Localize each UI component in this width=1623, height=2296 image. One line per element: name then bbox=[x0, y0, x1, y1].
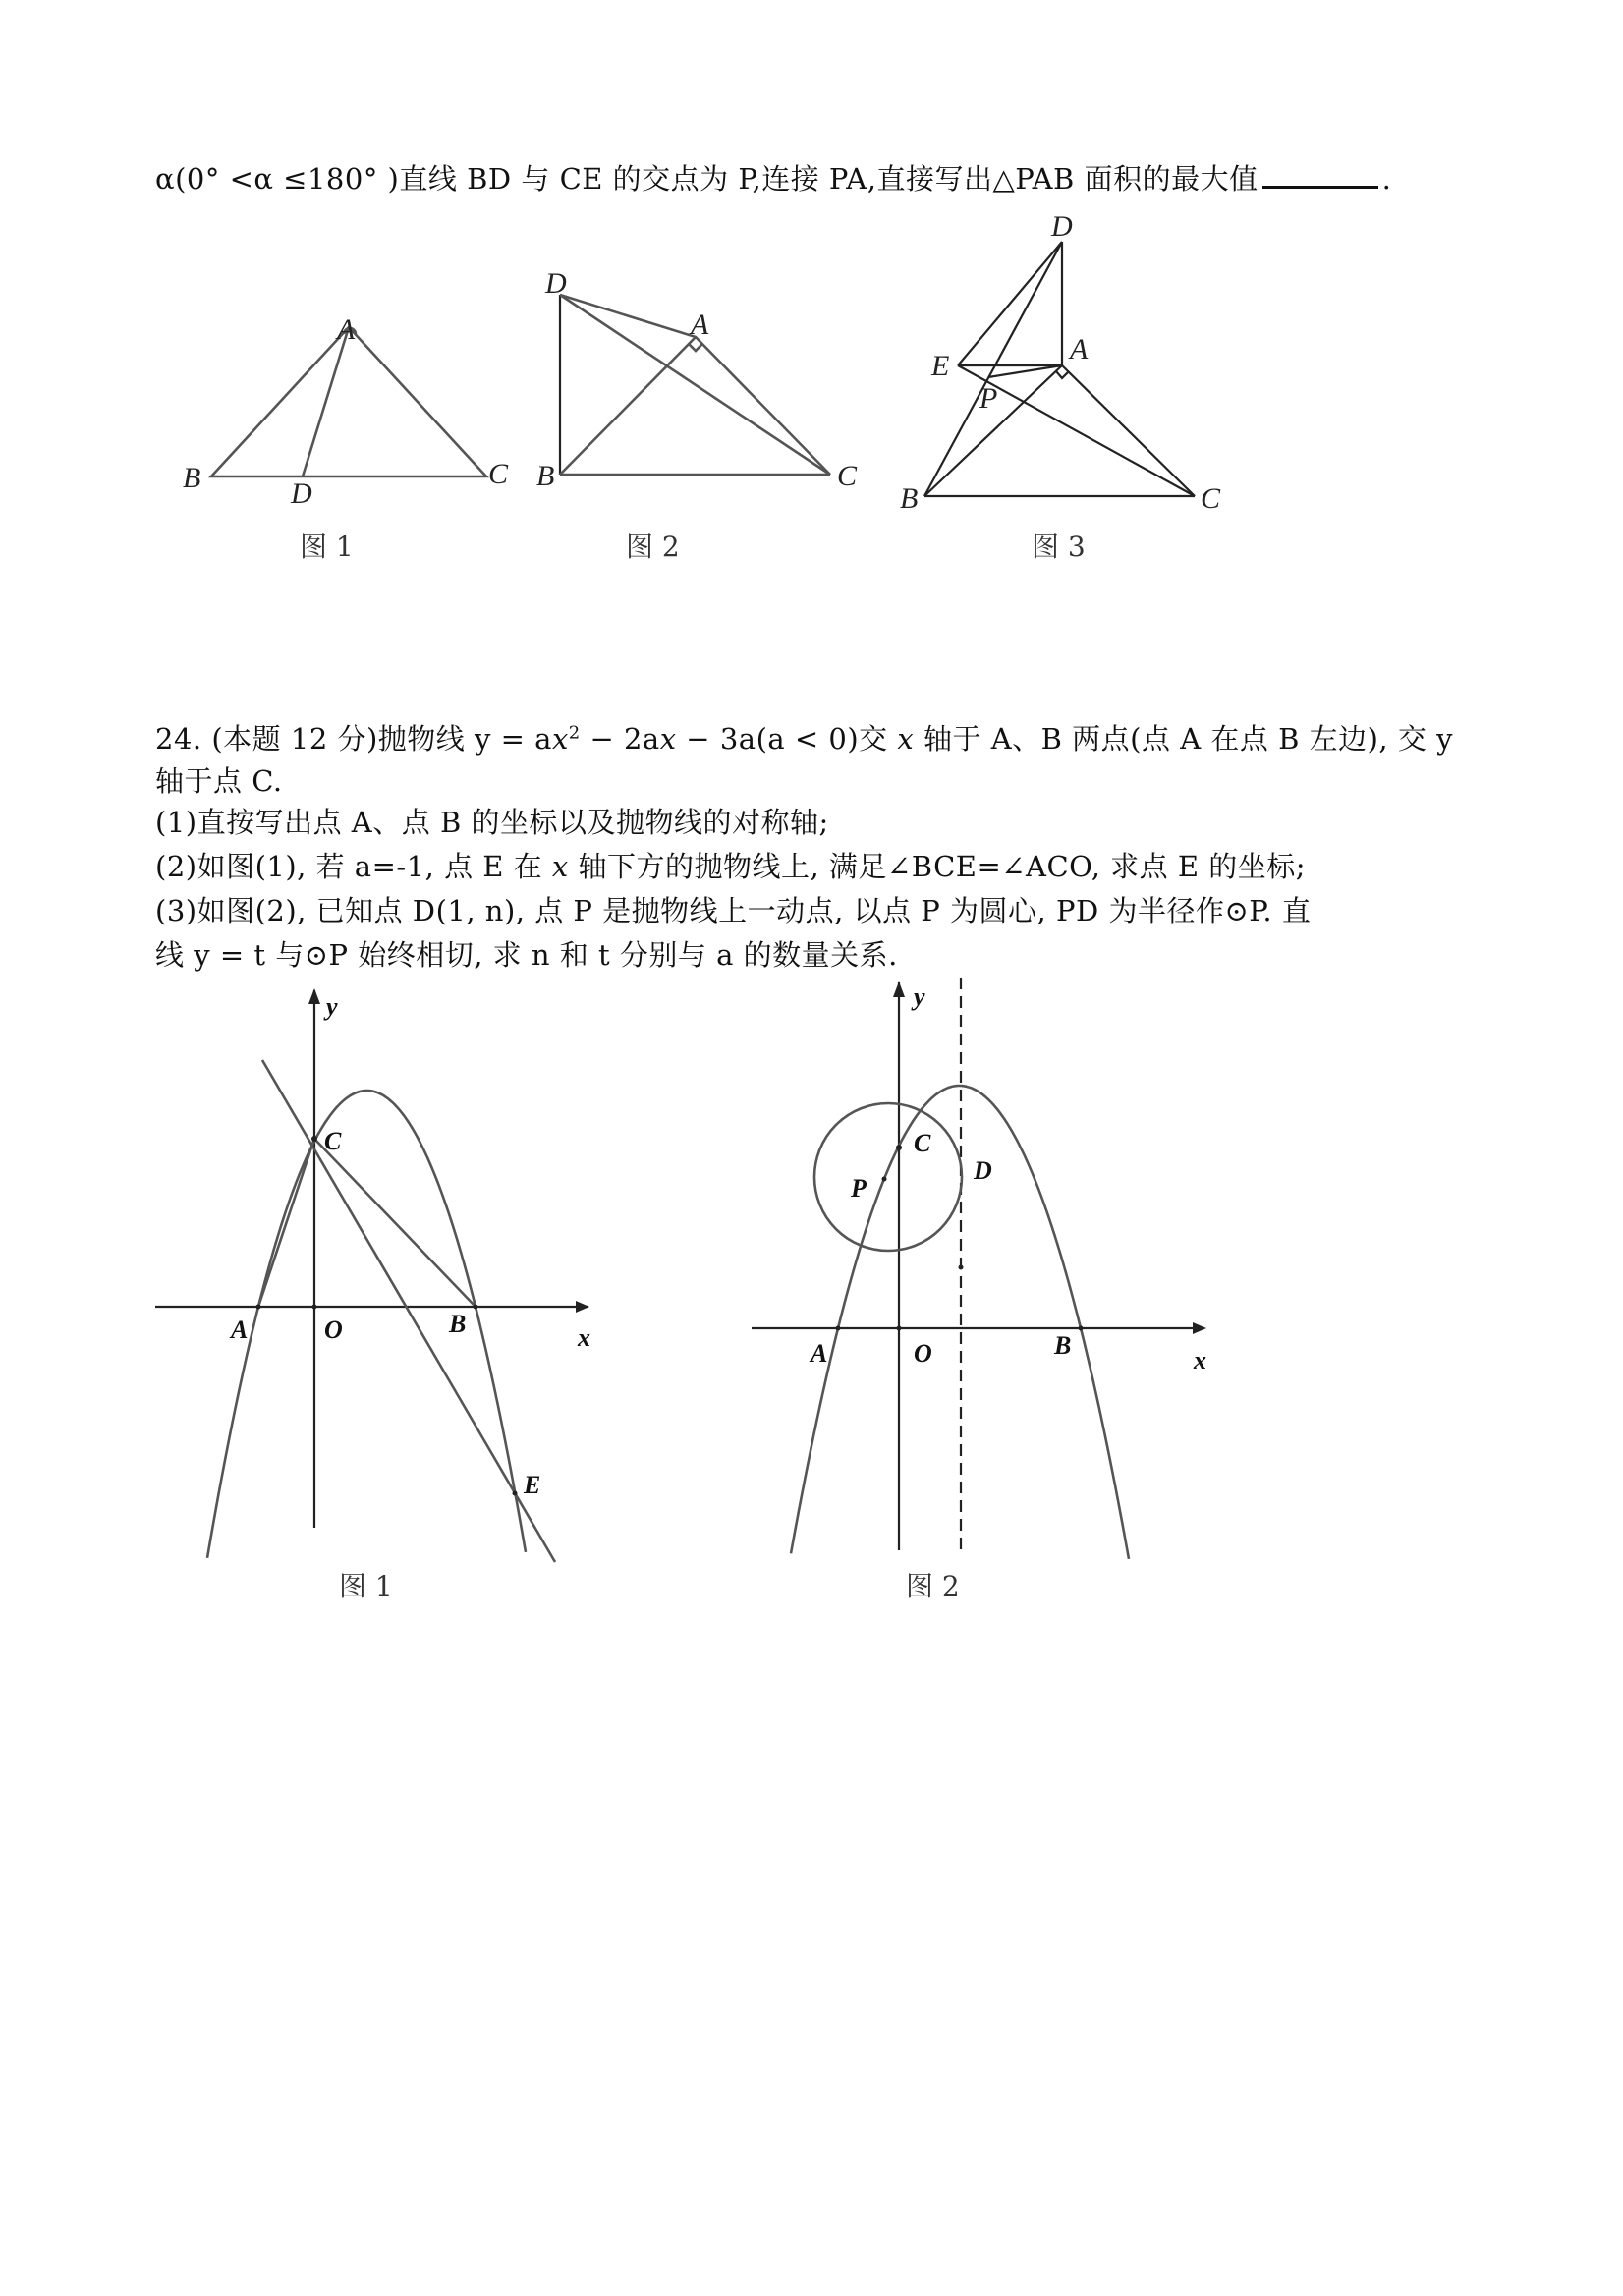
q24-part-1: (1)直按写出点 A、点 B 的坐标以及抛物线的对称轴; bbox=[155, 806, 829, 839]
q24-stem-mid: − 2a bbox=[580, 722, 660, 756]
label-d: D bbox=[974, 1156, 992, 1185]
label-p: P bbox=[979, 382, 998, 415]
point-a bbox=[836, 1326, 841, 1331]
label-b: B bbox=[1054, 1331, 1072, 1360]
point-o bbox=[897, 1326, 902, 1331]
label-c: C bbox=[488, 458, 509, 490]
label-x: x bbox=[1194, 1346, 1206, 1374]
segment-ba bbox=[560, 337, 696, 475]
figure-caption: 图 2 bbox=[906, 1570, 960, 1602]
point-e bbox=[513, 1491, 518, 1496]
y-axis-arrow-icon bbox=[308, 988, 320, 1004]
segments-ba-ac bbox=[924, 365, 1195, 496]
q23-figure-2 bbox=[536, 267, 858, 563]
point-o bbox=[312, 1305, 317, 1310]
label-a: A bbox=[1070, 333, 1089, 365]
label-a: A bbox=[691, 308, 709, 341]
x-axis-arrow-icon bbox=[1193, 1322, 1206, 1334]
exponent: 2 bbox=[568, 722, 581, 744]
q24-part-2-pre: (2)如图(1), 若 a=-1, 点 E 在 bbox=[155, 850, 552, 883]
label-b: B bbox=[183, 462, 201, 494]
q24-line-2: 轴于点 C. bbox=[155, 764, 283, 798]
y-axis-arrow-icon bbox=[893, 981, 905, 997]
point-a bbox=[256, 1305, 261, 1310]
q24-figure-1 bbox=[155, 988, 590, 1602]
label-c: C bbox=[1201, 482, 1221, 515]
segment-ad bbox=[303, 327, 349, 476]
var-x: x bbox=[659, 722, 677, 756]
label-y: y bbox=[326, 992, 338, 1021]
label-a: A bbox=[231, 1316, 249, 1344]
q24-figure-2 bbox=[752, 978, 1206, 1602]
figure-caption: 图 1 bbox=[300, 531, 354, 563]
q24-stem-start: 24. (本题 12 分)抛物线 y = a bbox=[155, 722, 552, 756]
triangle-abc bbox=[211, 327, 486, 476]
q24-part-3: (3)如图(2), 已知点 D(1, n), 点 P 是抛物线上一动点, 以点 P 为圆心, PD 为半径作⊙P. 直 bbox=[155, 894, 1312, 927]
q23-tail-text: α(0° <α ≤180° )直线 BD 与 CE 的交点为 P,连接 PA,直接写出△PAB 面积的最大值 bbox=[155, 162, 1259, 196]
label-d: D bbox=[1051, 210, 1073, 243]
right-angle-mark bbox=[689, 344, 702, 351]
label-c: C bbox=[837, 460, 858, 492]
point-b bbox=[474, 1305, 478, 1310]
x-axis-arrow-icon bbox=[576, 1301, 589, 1313]
dashed-line-point bbox=[959, 1265, 964, 1270]
label-d: D bbox=[545, 267, 567, 300]
var-x: x bbox=[551, 722, 569, 756]
label-b: B bbox=[449, 1310, 467, 1338]
var-x: x bbox=[897, 722, 915, 756]
label-e: E bbox=[931, 350, 950, 382]
label-c: C bbox=[324, 1127, 342, 1155]
segment-ac bbox=[258, 1139, 314, 1307]
label-b: B bbox=[900, 482, 919, 515]
q24-stem-end: 轴于 A、B 两点(点 A 在点 B 左边), 交 y bbox=[914, 722, 1453, 756]
q24-stem-post: − 3a(a < 0)交 bbox=[676, 722, 898, 756]
figure-caption: 图 2 bbox=[626, 531, 680, 563]
q23-figure-1 bbox=[183, 313, 509, 563]
label-c: C bbox=[914, 1129, 931, 1157]
segment-de bbox=[958, 242, 1062, 365]
var-x: x bbox=[551, 850, 569, 883]
label-p: P bbox=[851, 1174, 867, 1203]
point-c bbox=[311, 1136, 317, 1142]
label-y: y bbox=[914, 982, 925, 1011]
label-e: E bbox=[524, 1471, 541, 1499]
q23-figure-3 bbox=[900, 210, 1221, 563]
right-angle-mark bbox=[1056, 371, 1069, 378]
circle-p bbox=[814, 1103, 962, 1251]
q23-tail-end: . bbox=[1381, 162, 1392, 196]
figure-caption: 图 1 bbox=[339, 1570, 393, 1602]
parabola bbox=[207, 1091, 526, 1558]
q24-part-2-post: 轴下方的抛物线上, 满足∠BCE=∠ACO, 求点 E 的坐标; bbox=[568, 850, 1307, 883]
label-a: A bbox=[337, 313, 356, 346]
label-b: B bbox=[536, 460, 555, 492]
figure-caption: 图 3 bbox=[1032, 531, 1086, 563]
point-b bbox=[1079, 1326, 1084, 1331]
label-a: A bbox=[811, 1339, 828, 1368]
label-d: D bbox=[291, 477, 312, 510]
q24-part-4: 线 y = t 与⊙P 始终相切, 求 n 和 t 分别与 a 的数量关系. bbox=[155, 938, 898, 972]
label-o: O bbox=[914, 1339, 932, 1368]
label-o: O bbox=[324, 1316, 343, 1344]
point-p bbox=[882, 1177, 887, 1182]
line-ce bbox=[262, 1060, 555, 1562]
label-x: x bbox=[578, 1323, 590, 1352]
point-c bbox=[896, 1145, 902, 1150]
